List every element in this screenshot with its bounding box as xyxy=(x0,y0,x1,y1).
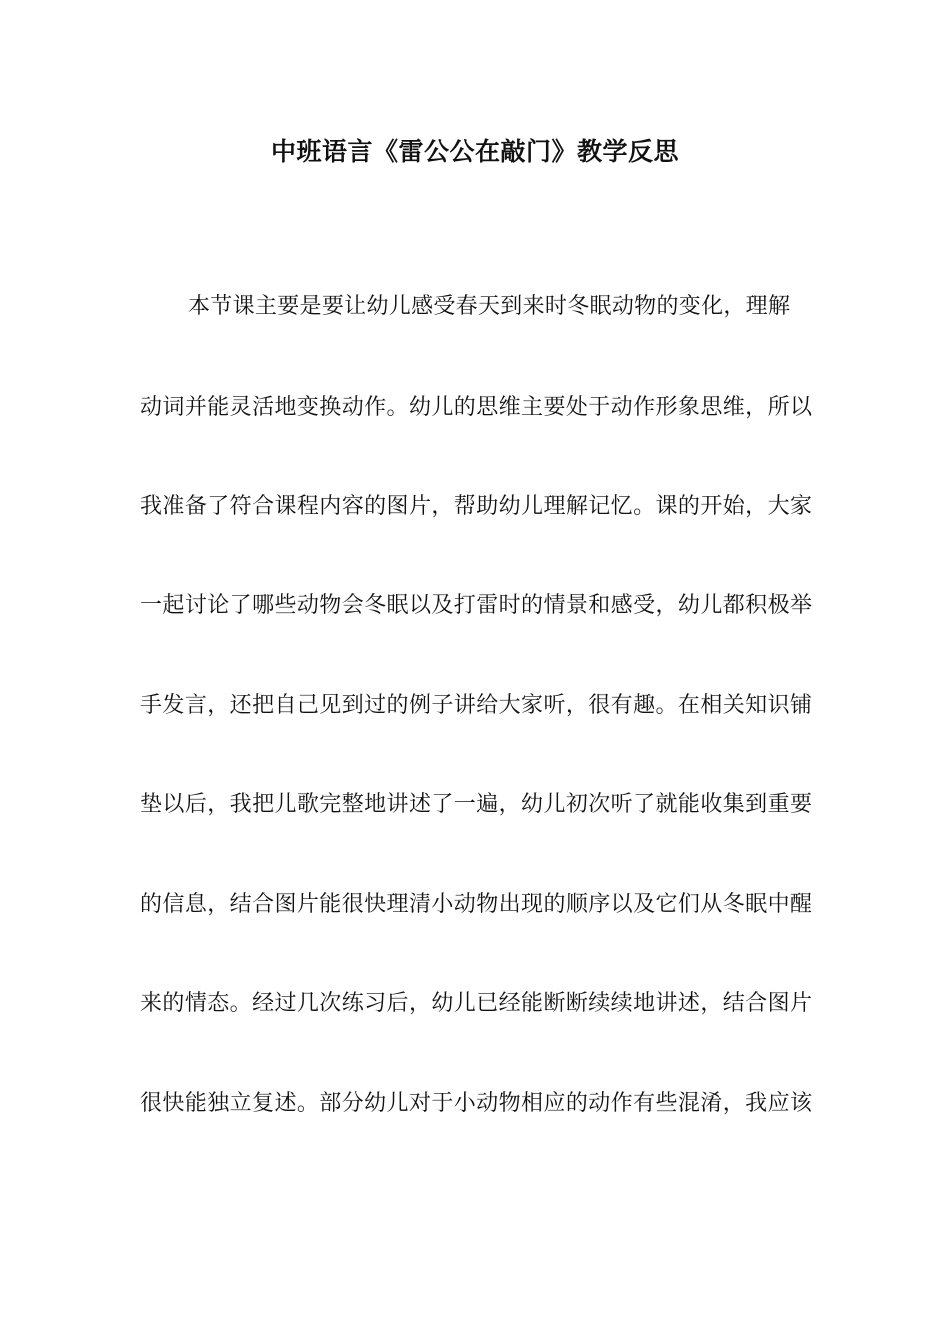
paragraph-line-8: 来的情态。经过几次练习后，幼儿已经能断断续续地讲述，结合图片 xyxy=(140,991,812,1016)
paragraph-line-9: 很快能独立复述。部分幼儿对于小动物相应的动作有些混淆，我应该 xyxy=(140,1091,812,1116)
paragraph-line-3: 我准备了符合课程内容的图片，帮助幼儿理解记忆。课的开始，大家 xyxy=(140,494,812,519)
paragraph-line-5: 手发言，还把自己见到过的例子讲给大家听，很有趣。在相关知识铺 xyxy=(140,693,812,718)
paragraph-line-1: 本节课主要是要让幼儿感受春天到来时冬眠动物的变化，理解 xyxy=(188,294,790,319)
paragraph-line-6: 垫以后，我把儿歌完整地讲述了一遍，幼儿初次听了就能收集到重要 xyxy=(140,792,812,817)
paragraph-line-2: 动词并能灵活地变换动作。幼儿的思维主要处于动作形象思维，所以 xyxy=(140,395,812,420)
document-title: 中班语言《雷公公在敲门》教学反思 xyxy=(270,137,679,166)
paragraph-line-7: 的信息，结合图片能很快理清小动物出现的顺序以及它们从冬眠中醒 xyxy=(140,892,812,917)
paragraph-line-4: 一起讨论了哪些动物会冬眠以及打雷时的情景和感受，幼儿都积极举 xyxy=(140,593,812,618)
